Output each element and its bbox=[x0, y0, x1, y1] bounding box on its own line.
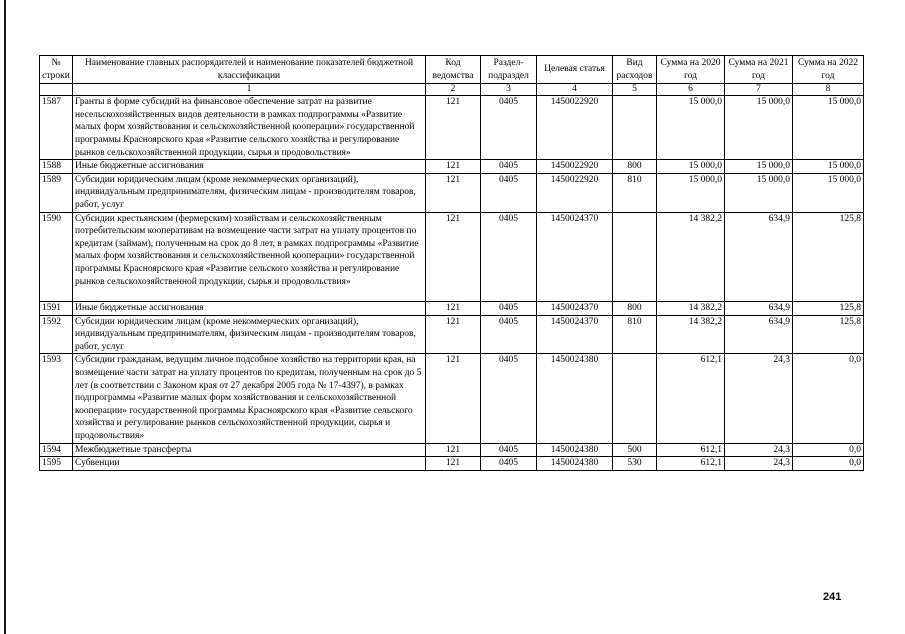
column-number: 6 bbox=[657, 84, 725, 96]
cell-target-article: 1450024370 bbox=[537, 302, 613, 316]
cell-name: Межбюджетные трансферты bbox=[73, 443, 426, 457]
cell-name: Гранты в форме субсидий на финансовое обеспечение затрат на развитие несельскохозяйственных видов деятельности в рамках подпрограммы «Развитие малых форм хозяйствования и сельскохозяйственной кооперации» государственной программы Красноярского края «Развитие сельского хозяйства и регулирование рынков сельскохозяйственной продукции, сырья и продовольствия» bbox=[73, 96, 426, 160]
cell-row-number: 1591 bbox=[40, 302, 73, 316]
cell-row-number: 1587 bbox=[40, 96, 73, 160]
column-number-empty bbox=[40, 84, 73, 96]
cell-sum-2022: 15 000,0 bbox=[793, 96, 864, 160]
cell-section: 0405 bbox=[481, 457, 537, 471]
cell-sum-2021: 634,9 bbox=[725, 315, 793, 354]
cell-expense-type: 500 bbox=[613, 443, 657, 457]
cell-section: 0405 bbox=[481, 173, 537, 212]
cell-row-number: 1594 bbox=[40, 443, 73, 457]
header-dept: Код ведомства bbox=[426, 56, 481, 84]
cell-sum-2020: 612,1 bbox=[657, 443, 725, 457]
column-number: 8 bbox=[793, 84, 864, 96]
cell-row-number: 1593 bbox=[40, 354, 73, 443]
cell-section: 0405 bbox=[481, 354, 537, 443]
cell-section: 0405 bbox=[481, 443, 537, 457]
budget-table bbox=[39, 55, 864, 471]
cell-sum-2020: 15 000,0 bbox=[657, 173, 725, 212]
cell-sum-2020: 14 382,2 bbox=[657, 302, 725, 316]
table-row bbox=[40, 212, 864, 302]
cell-name: Субсидии гражданам, ведущим личное подсобное хозяйство на территории края, на возмещение части затрат на уплату процентов по кредитам, полученным на срок до 5 лет (в соответствии с Законом края от 27 декабря 2005 года № 17-4397), в рамках подпрограммы «Развитие малых форм хозяйствования и сельскохозяйственной кооперации» государственной программы Красноярского края «Развитие сельского хозяйства и регулирование рынков сельскохозяйственной продукции, сырья и продовольствия» bbox=[73, 354, 426, 443]
column-number: 3 bbox=[481, 84, 537, 96]
column-number: 2 bbox=[426, 84, 481, 96]
table-row bbox=[40, 443, 864, 457]
cell-dept-code: 121 bbox=[426, 173, 481, 212]
binding-margin-line bbox=[4, 0, 6, 634]
cell-sum-2021: 15 000,0 bbox=[725, 160, 793, 174]
cell-row-number: 1592 bbox=[40, 315, 73, 354]
column-number: 4 bbox=[537, 84, 613, 96]
header-name: Наименование главных распорядителей и наименование показателей бюджетной классификации bbox=[73, 56, 426, 84]
cell-dept-code: 121 bbox=[426, 457, 481, 471]
cell-section: 0405 bbox=[481, 315, 537, 354]
table-row bbox=[40, 160, 864, 174]
header-target: Целевая статья bbox=[537, 56, 613, 84]
cell-sum-2022: 0,0 bbox=[793, 457, 864, 471]
cell-sum-2022: 125,8 bbox=[793, 302, 864, 316]
cell-row-number: 1595 bbox=[40, 457, 73, 471]
cell-expense-type: 810 bbox=[613, 173, 657, 212]
cell-expense-type bbox=[613, 212, 657, 302]
cell-target-article: 1450024370 bbox=[537, 315, 613, 354]
table-row bbox=[40, 315, 864, 354]
cell-name: Субвенции bbox=[73, 457, 426, 471]
cell-expense-type bbox=[613, 354, 657, 443]
cell-name: Субсидии юридическим лицам (кроме некоммерческих организаций), индивидуальным предпринимателям, физическим лицам - производителям товаров, работ, услуг bbox=[73, 173, 426, 212]
cell-sum-2022: 0,0 bbox=[793, 443, 864, 457]
table-row bbox=[40, 173, 864, 212]
cell-dept-code: 121 bbox=[426, 354, 481, 443]
cell-dept-code: 121 bbox=[426, 302, 481, 316]
cell-dept-code: 121 bbox=[426, 96, 481, 160]
cell-dept-code: 121 bbox=[426, 212, 481, 302]
cell-row-number: 1589 bbox=[40, 173, 73, 212]
cell-section: 0405 bbox=[481, 160, 537, 174]
cell-expense-type: 810 bbox=[613, 315, 657, 354]
cell-sum-2021: 24,3 bbox=[725, 354, 793, 443]
cell-sum-2021: 634,9 bbox=[725, 212, 793, 302]
cell-sum-2022: 15 000,0 bbox=[793, 160, 864, 174]
cell-name: Субсидии юридическим лицам (кроме некоммерческих организаций), индивидуальным предпринимателям, физическим лицам - производителям товаров, работ, услуг bbox=[73, 315, 426, 354]
cell-section: 0405 bbox=[481, 212, 537, 302]
column-number: 7 bbox=[725, 84, 793, 96]
cell-target-article: 1450024380 bbox=[537, 354, 613, 443]
table-row bbox=[40, 96, 864, 160]
cell-expense-type: 800 bbox=[613, 160, 657, 174]
cell-target-article: 1450024370 bbox=[537, 212, 613, 302]
cell-target-article: 1450024380 bbox=[537, 457, 613, 471]
column-number: 5 bbox=[613, 84, 657, 96]
cell-sum-2020: 14 382,2 bbox=[657, 315, 725, 354]
cell-sum-2022: 125,8 bbox=[793, 315, 864, 354]
header-exp-type: Вид расходов bbox=[613, 56, 657, 84]
cell-sum-2021: 24,3 bbox=[725, 443, 793, 457]
cell-row-number: 1588 bbox=[40, 160, 73, 174]
cell-dept-code: 121 bbox=[426, 315, 481, 354]
column-number: 1 bbox=[73, 84, 426, 96]
cell-dept-code: 121 bbox=[426, 443, 481, 457]
cell-sum-2021: 15 000,0 bbox=[725, 96, 793, 160]
cell-dept-code: 121 bbox=[426, 160, 481, 174]
header-row bbox=[40, 56, 864, 84]
header-sum-2020: Сумма на 2020 год bbox=[657, 56, 725, 84]
table-row bbox=[40, 457, 864, 471]
cell-sum-2021: 15 000,0 bbox=[725, 173, 793, 212]
cell-sum-2020: 15 000,0 bbox=[657, 96, 725, 160]
table-row bbox=[40, 302, 864, 316]
header-sum-2021: Сумма на 2021 год bbox=[725, 56, 793, 84]
cell-section: 0405 bbox=[481, 96, 537, 160]
cell-expense-type: 530 bbox=[613, 457, 657, 471]
cell-target-article: 1450022920 bbox=[537, 173, 613, 212]
cell-target-article: 1450024380 bbox=[537, 443, 613, 457]
cell-sum-2020: 15 000,0 bbox=[657, 160, 725, 174]
header-num: № строки bbox=[40, 56, 73, 84]
page-number: 241 bbox=[823, 591, 842, 603]
header-section: Раздел-подраздел bbox=[481, 56, 537, 84]
cell-sum-2022: 125,8 bbox=[793, 212, 864, 302]
cell-target-article: 1450022920 bbox=[537, 96, 613, 160]
table-row bbox=[40, 354, 864, 443]
column-number-row bbox=[40, 84, 864, 96]
cell-sum-2022: 15 000,0 bbox=[793, 173, 864, 212]
cell-sum-2020: 14 382,2 bbox=[657, 212, 725, 302]
cell-target-article: 1450022920 bbox=[537, 160, 613, 174]
cell-name: Иные бюджетные ассигнования bbox=[73, 302, 426, 316]
cell-sum-2020: 612,1 bbox=[657, 457, 725, 471]
cell-expense-type: 800 bbox=[613, 302, 657, 316]
cell-name: Иные бюджетные ассигнования bbox=[73, 160, 426, 174]
header-sum-2022: Сумма на 2022 год bbox=[793, 56, 864, 84]
table-body bbox=[40, 84, 864, 471]
cell-name: Субсидии крестьянским (фермерским) хозяйствам и сельскохозяйственным потребительским кооперативам на возмещение части затрат на уплату процентов по кредитам (займам), полученным на срок до 8 лет, в рамках подпрограммы «Развитие малых форм хозяйствования и сельскохозяйственной кооперации» государственной программы Красноярского края «Развитие сельского хозяйства и регулирование рынков сельскохозяйственной продукции, сырья и продовольствия» bbox=[73, 212, 426, 302]
cell-sum-2021: 634,9 bbox=[725, 302, 793, 316]
cell-expense-type bbox=[613, 96, 657, 160]
cell-sum-2022: 0,0 bbox=[793, 354, 864, 443]
cell-sum-2020: 612,1 bbox=[657, 354, 725, 443]
cell-sum-2021: 24,3 bbox=[725, 457, 793, 471]
cell-row-number: 1590 bbox=[40, 212, 73, 302]
cell-section: 0405 bbox=[481, 302, 537, 316]
